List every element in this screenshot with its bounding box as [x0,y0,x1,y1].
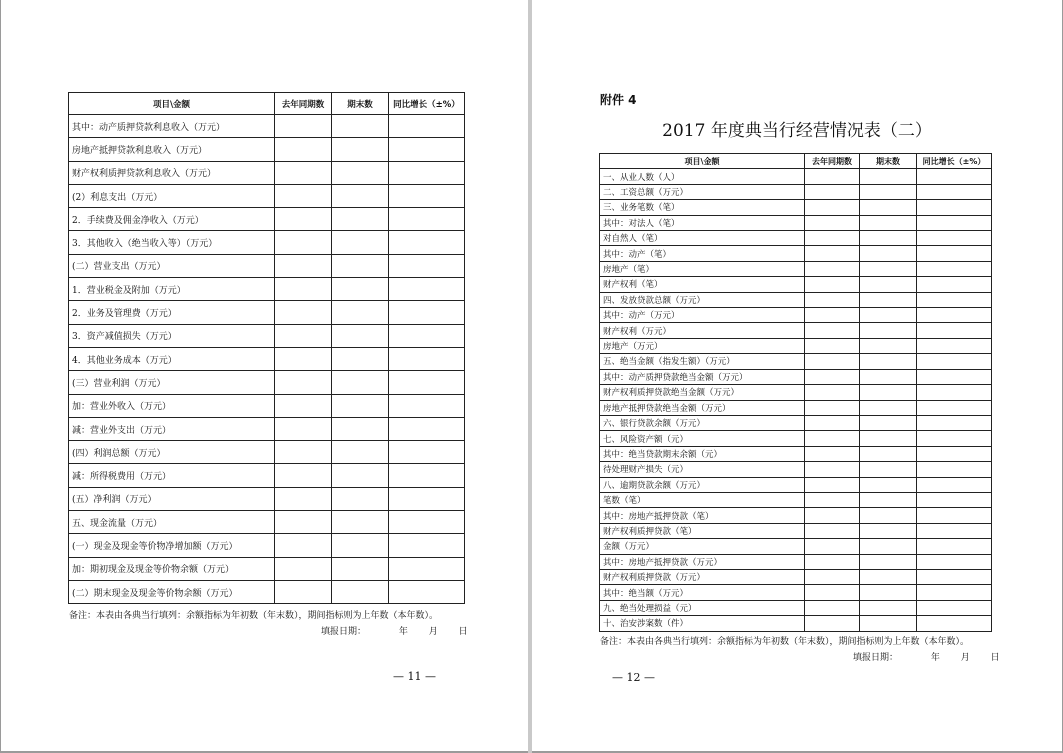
cell-last-year[interactable] [805,354,860,369]
cell-item: 2．业务及管理费（万元） [69,301,275,324]
cell-last-year[interactable] [805,231,860,246]
cell-yoy[interactable] [389,161,465,184]
cell-item: 财产权利（笔） [600,277,805,292]
cell-item: 八、逾期贷款余额（万元） [600,477,805,492]
cell-yoy[interactable] [917,431,992,446]
cell-yoy[interactable] [389,115,465,138]
cell-last-year[interactable] [275,324,332,347]
cell-last-year[interactable] [275,580,332,603]
cell-period-end[interactable] [860,539,917,554]
cell-yoy[interactable] [917,569,992,584]
cell-item: 十、治安涉案数（件） [600,616,805,631]
table-row [69,347,465,370]
cell-period-end[interactable] [860,508,917,523]
cell-period-end[interactable] [860,354,917,369]
table-row [69,231,465,254]
cell-last-year[interactable] [275,511,332,534]
cell-last-year[interactable] [275,441,332,464]
cell-item: 对自然人（笔） [600,231,805,246]
cell-yoy[interactable] [917,338,992,353]
cell-period-end[interactable] [860,246,917,261]
cell-period-end[interactable] [860,369,917,384]
left-report-table [68,92,465,604]
cell-item: 财产权利（万元） [600,323,805,338]
cell-period-end[interactable] [860,462,917,477]
table-row [600,308,992,323]
cell-period-end[interactable] [860,184,917,199]
cell-item: 一、从业人数（人） [600,169,805,184]
cell-yoy[interactable] [917,261,992,276]
cell-item: (三）营业利润（万元） [69,371,275,394]
cell-yoy[interactable] [389,557,465,580]
cell-period-end[interactable] [332,441,389,464]
cell-item: 其中：对法人（笔） [600,215,805,230]
cell-last-year[interactable] [275,347,332,370]
cell-yoy[interactable] [917,184,992,199]
cell-yoy[interactable] [917,246,992,261]
cell-last-year[interactable] [805,246,860,261]
cell-period-end[interactable] [860,446,917,461]
cell-period-end[interactable] [860,523,917,538]
cell-yoy[interactable] [917,200,992,215]
cell-last-year[interactable] [275,138,332,161]
cell-item: 房地产（笔） [600,261,805,276]
cell-period-end[interactable] [332,115,389,138]
table-row [600,539,992,554]
cell-last-year[interactable] [805,616,860,631]
page-number: — 12 — [612,671,655,684]
cell-yoy[interactable] [389,511,465,534]
table-row [69,254,465,277]
header-yoy: 同比增长（±%） [917,154,992,169]
date-label: 填报日期： [321,627,367,637]
cell-item: (五）净利润（万元） [69,487,275,510]
cell-yoy[interactable] [917,169,992,184]
cell-period-end[interactable] [332,278,389,301]
cell-period-end[interactable] [860,323,917,338]
cell-last-year[interactable] [805,585,860,600]
cell-yoy[interactable] [389,254,465,277]
cell-item: 减：营业外支出（万元） [69,417,275,440]
cell-last-year[interactable] [805,415,860,430]
table-row [600,415,992,430]
cell-period-end[interactable] [332,138,389,161]
table-row [600,492,992,507]
table-row [600,277,992,292]
cell-yoy[interactable] [389,208,465,231]
date-label: 填报日期： [853,653,899,663]
cell-item: 财产权利质押贷款（笔） [600,523,805,538]
table-row [600,446,992,461]
cell-period-end[interactable] [860,400,917,415]
cell-item: 其中：房地产抵押贷款（万元） [600,554,805,569]
cell-last-year[interactable] [805,554,860,569]
cell-item: 五、现金流量（万元） [69,511,275,534]
cell-period-end[interactable] [860,415,917,430]
cell-yoy[interactable] [389,441,465,464]
cell-last-year[interactable] [275,278,332,301]
cell-yoy[interactable] [917,585,992,600]
table-row [600,508,992,523]
table-row [600,231,992,246]
table-row [69,184,465,207]
cell-period-end[interactable] [332,534,389,557]
cell-last-year[interactable] [805,292,860,307]
cell-period-end[interactable] [332,417,389,440]
cell-period-end[interactable] [332,347,389,370]
cell-item: 其中：绝当贷款期末余额（元） [600,446,805,461]
cell-last-year[interactable] [805,184,860,199]
cell-last-year[interactable] [275,464,332,487]
cell-item: (二）期末现金及现金等价物余额（万元） [69,580,275,603]
cell-item: 减：所得税费用（万元） [69,464,275,487]
cell-period-end[interactable] [860,261,917,276]
cell-item: 四、发放贷款总额（万元） [600,292,805,307]
cell-period-end[interactable] [860,600,917,615]
table-row [69,278,465,301]
attachment-label: 附件 4 [600,93,637,107]
table-row [69,138,465,161]
cell-yoy[interactable] [389,347,465,370]
cell-last-year[interactable] [805,169,860,184]
header-period-end: 期末数 [332,93,389,115]
table-row [600,569,992,584]
cell-period-end[interactable] [332,161,389,184]
cell-period-end[interactable] [860,492,917,507]
cell-period-end[interactable] [332,394,389,417]
cell-last-year[interactable] [805,261,860,276]
cell-item: 3．资产减值损失（万元） [69,324,275,347]
cell-yoy[interactable] [389,464,465,487]
cell-item: (二）营业支出（万元） [69,254,275,277]
table-row [600,261,992,276]
table-row [69,208,465,231]
cell-last-year[interactable] [275,487,332,510]
cell-item: 二、工资总额（万元） [600,184,805,199]
cell-last-year[interactable] [805,308,860,323]
cell-period-end[interactable] [332,511,389,534]
cell-yoy[interactable] [389,184,465,207]
cell-item: 其中：动产（万元） [600,308,805,323]
cell-yoy[interactable] [917,323,992,338]
cell-period-end[interactable] [332,487,389,510]
cell-yoy[interactable] [917,477,992,492]
cell-item: 加：期初现金及现金等价物余额（万元） [69,557,275,580]
table-row [69,534,465,557]
cell-last-year[interactable] [805,569,860,584]
cell-item: 财产权利质押贷款绝当金额（万元） [600,385,805,400]
cell-yoy[interactable] [917,523,992,538]
table-header-row [600,154,992,169]
cell-last-year[interactable] [805,508,860,523]
right-note: 备注：本表由各典当行填列：余额指标为年初数（年末数），期间指标则为上年数（本年数）。 [600,637,970,647]
date-year: 年 [930,653,940,663]
table-row [69,371,465,394]
header-last-year: 去年同期数 [805,154,860,169]
cell-yoy[interactable] [917,554,992,569]
table-row [600,554,992,569]
cell-item: (2）利息支出（万元） [69,184,275,207]
header-yoy: 同比增长（±%） [389,93,465,115]
table-row [600,246,992,261]
page-left [1,0,528,751]
cell-last-year[interactable] [275,534,332,557]
cell-item: 七、风险资产额（元） [600,431,805,446]
cell-last-year[interactable] [805,446,860,461]
cell-item: 其中：房地产抵押贷款（笔） [600,508,805,523]
cell-item: 其中：绝当额（万元） [600,585,805,600]
page-right [532,0,1062,751]
cell-yoy[interactable] [917,308,992,323]
cell-last-year[interactable] [275,371,332,394]
cell-item: 4．其他业务成本（万元） [69,347,275,370]
cell-item: 九、绝当处理损益（元） [600,600,805,615]
table-row [600,200,992,215]
cell-period-end[interactable] [860,554,917,569]
cell-yoy[interactable] [389,417,465,440]
table-row [69,511,465,534]
cell-yoy[interactable] [917,277,992,292]
cell-yoy[interactable] [389,534,465,557]
cell-item: 其中：动产质押贷款绝当金额（万元） [600,369,805,384]
cell-yoy[interactable] [917,400,992,415]
cell-period-end[interactable] [332,557,389,580]
cell-yoy[interactable] [917,600,992,615]
cell-last-year[interactable] [275,161,332,184]
cell-last-year[interactable] [805,431,860,446]
cell-last-year[interactable] [805,200,860,215]
cell-period-end[interactable] [860,585,917,600]
cell-yoy[interactable] [389,278,465,301]
cell-last-year[interactable] [275,254,332,277]
cell-yoy[interactable] [389,394,465,417]
cell-last-year[interactable] [805,539,860,554]
cell-period-end[interactable] [332,301,389,324]
cell-period-end[interactable] [860,477,917,492]
cell-last-year[interactable] [805,523,860,538]
table-row [600,462,992,477]
cell-item: 加：营业外收入（万元） [69,394,275,417]
header-period-end: 期末数 [860,154,917,169]
cell-item: 房地产抵押贷款利息收入（万元） [69,138,275,161]
cell-last-year[interactable] [805,385,860,400]
date-day: 日 [458,627,468,637]
cell-period-end[interactable] [860,431,917,446]
cell-yoy[interactable] [917,446,992,461]
cell-item: 房地产（万元） [600,338,805,353]
cell-item: 其中：动产（笔） [600,246,805,261]
table-row [69,394,465,417]
cell-last-year[interactable] [275,394,332,417]
cell-item: (一）现金及现金等价物净增加额（万元） [69,534,275,557]
table-row [600,616,992,631]
cell-last-year[interactable] [805,492,860,507]
cell-yoy[interactable] [917,354,992,369]
cell-item: 1．营业税金及附加（万元） [69,278,275,301]
cell-last-year[interactable] [805,369,860,384]
table-row [600,169,992,184]
table-row [600,600,992,615]
cell-item: 笔数（笔） [600,492,805,507]
cell-yoy[interactable] [917,492,992,507]
table-row [600,338,992,353]
cell-last-year[interactable] [275,208,332,231]
cell-last-year[interactable] [805,462,860,477]
cell-last-year[interactable] [275,231,332,254]
cell-yoy[interactable] [917,415,992,430]
cell-last-year[interactable] [275,115,332,138]
table-row [600,354,992,369]
cell-period-end[interactable] [860,231,917,246]
table-row [69,324,465,347]
cell-item: 房地产抵押贷款绝当金额（万元） [600,400,805,415]
cell-yoy[interactable] [389,231,465,254]
page-title: 2017 年度典当行经营情况表（二） [662,121,932,141]
cell-last-year[interactable] [805,400,860,415]
cell-yoy[interactable] [917,539,992,554]
cell-period-end[interactable] [332,324,389,347]
cell-period-end[interactable] [860,215,917,230]
cell-yoy[interactable] [389,580,465,603]
cell-item: 六、银行贷款余额（万元） [600,415,805,430]
cell-period-end[interactable] [860,308,917,323]
cell-yoy[interactable] [917,215,992,230]
cell-item: 3．其他收入（绝当收入等）（万元） [69,231,275,254]
cell-item: (四）利润总额（万元） [69,441,275,464]
cell-period-end[interactable] [860,385,917,400]
cell-yoy[interactable] [389,371,465,394]
table-row [69,441,465,464]
cell-item: 待处理财产损失（元） [600,462,805,477]
table-row [69,115,465,138]
date-month: 月 [960,653,970,663]
right-fill-date [853,650,1000,663]
table-row [600,292,992,307]
table-row [600,523,992,538]
cell-period-end[interactable] [332,184,389,207]
table-header-row [69,93,465,115]
cell-yoy[interactable] [389,487,465,510]
cell-last-year[interactable] [275,301,332,324]
cell-item: 其中：动产质押贷款利息收入（万元） [69,115,275,138]
cell-yoy[interactable] [389,324,465,347]
cell-item: 财产权利质押贷款利息收入（万元） [69,161,275,184]
table-row [69,580,465,603]
date-year: 年 [398,627,408,637]
header-item: 项目\金额 [600,154,805,169]
date-day: 日 [990,653,1000,663]
cell-period-end[interactable] [860,616,917,631]
table-row [69,464,465,487]
table-row [600,385,992,400]
cell-period-end[interactable] [332,371,389,394]
cell-item: 2．手续费及佣金净收入（万元） [69,208,275,231]
date-month: 月 [428,627,438,637]
cell-period-end[interactable] [332,254,389,277]
cell-period-end[interactable] [860,569,917,584]
cell-last-year[interactable] [805,277,860,292]
cell-last-year[interactable] [275,417,332,440]
page-number: — 11 — [393,670,436,683]
cell-last-year[interactable] [805,477,860,492]
cell-period-end[interactable] [332,208,389,231]
cell-item: 三、业务笔数（笔） [600,200,805,215]
cell-last-year[interactable] [275,184,332,207]
table-row [69,301,465,324]
left-table-body [69,115,465,604]
table-row [600,585,992,600]
table-row [600,323,992,338]
cell-yoy[interactable] [917,231,992,246]
cell-last-year[interactable] [805,323,860,338]
cell-period-end[interactable] [332,464,389,487]
table-row [69,487,465,510]
left-note: 备注：本表由各典当行填列：余额指标为年初数（年末数），期间指标则为上年数（本年数）。 [69,611,439,621]
cell-item: 金额（万元） [600,539,805,554]
cell-last-year[interactable] [805,215,860,230]
table-row [69,161,465,184]
left-fill-date [321,624,468,637]
table-row [69,557,465,580]
header-item: 项目\金额 [69,93,275,115]
cell-period-end[interactable] [860,169,917,184]
cell-item: 财产权利质押贷款（万元） [600,569,805,584]
cell-yoy[interactable] [917,616,992,631]
cell-period-end[interactable] [860,200,917,215]
header-last-year: 去年同期数 [275,93,332,115]
cell-yoy[interactable] [389,138,465,161]
cell-last-year[interactable] [805,600,860,615]
cell-yoy[interactable] [389,301,465,324]
cell-period-end[interactable] [860,277,917,292]
cell-period-end[interactable] [332,580,389,603]
table-row [69,417,465,440]
cell-yoy[interactable] [917,508,992,523]
cell-period-end[interactable] [860,292,917,307]
cell-period-end[interactable] [332,231,389,254]
table-row [600,369,992,384]
table-row [600,184,992,199]
right-report-table [599,153,992,632]
cell-last-year[interactable] [805,338,860,353]
right-table-body [600,169,992,631]
table-row [600,400,992,415]
table-row [600,431,992,446]
table-row [600,215,992,230]
cell-last-year[interactable] [275,557,332,580]
cell-item: 五、绝当金额（指发生额）（万元） [600,354,805,369]
cell-yoy[interactable] [917,385,992,400]
cell-yoy[interactable] [917,369,992,384]
cell-yoy[interactable] [917,462,992,477]
cell-yoy[interactable] [917,292,992,307]
table-row [600,477,992,492]
cell-period-end[interactable] [860,338,917,353]
